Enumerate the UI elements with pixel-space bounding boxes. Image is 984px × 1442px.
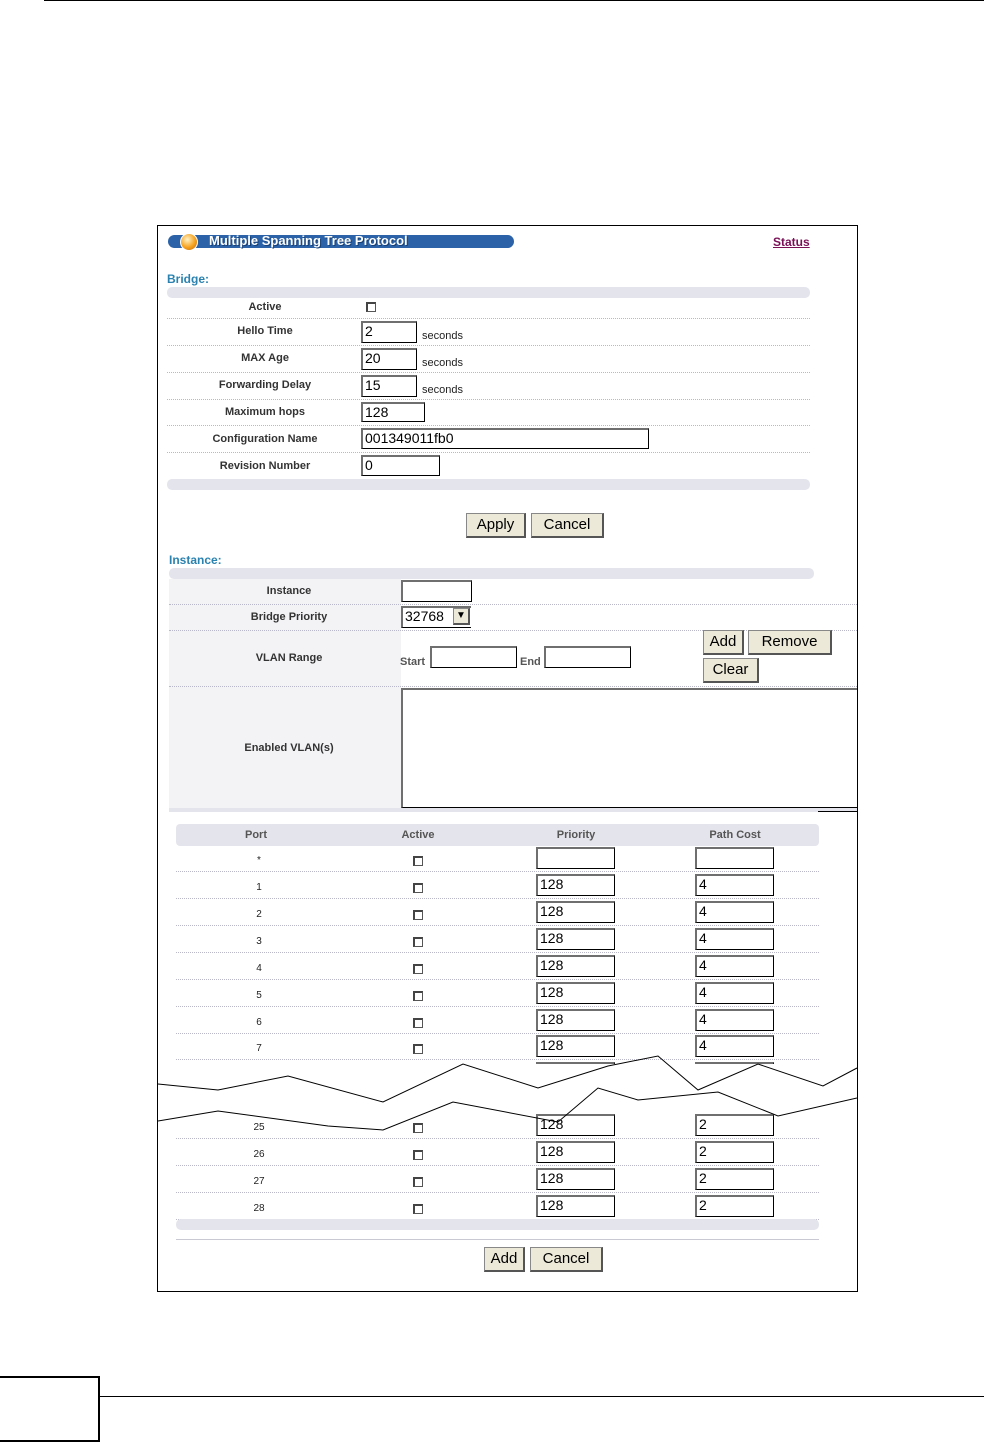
port-path-cost-input[interactable]: 4 — [695, 874, 774, 896]
port-path-cost-input[interactable]: 4 — [695, 901, 774, 923]
row-divider — [167, 425, 810, 426]
row-divider — [176, 898, 819, 899]
port-active-checkbox[interactable] — [413, 964, 423, 974]
row-divider — [176, 1138, 819, 1139]
port-priority-input[interactable]: 128 — [536, 1195, 615, 1217]
port-priority-input[interactable]: 128 — [536, 1035, 615, 1057]
vlan-end-label: End — [520, 656, 541, 668]
screenshot-frame — [157, 225, 858, 1292]
port-path-cost-input[interactable]: 4 — [695, 955, 774, 977]
port-priority-input[interactable]: 128 — [536, 1009, 615, 1031]
priority-header: Priority — [556, 829, 596, 841]
max-age-unit: seconds — [422, 357, 463, 369]
row-divider — [167, 318, 810, 319]
port-number: * — [257, 855, 261, 866]
port-number: 6 — [256, 1017, 262, 1028]
port-priority-input[interactable]: 128 — [536, 1114, 615, 1136]
port-cancel-button[interactable]: Cancel — [530, 1247, 603, 1272]
port-path-cost-input[interactable]: 4 — [695, 1009, 774, 1031]
port-active-checkbox[interactable] — [413, 1018, 423, 1028]
hello-time-label: Hello Time — [237, 325, 293, 337]
max-age-input[interactable]: 20 — [361, 348, 417, 370]
row-divider — [169, 686, 858, 687]
port-path-cost-input[interactable]: 2 — [695, 1195, 774, 1217]
port-active-checkbox[interactable] — [413, 883, 423, 893]
forwarding-delay-unit: seconds — [422, 384, 463, 396]
bridge-priority-select[interactable]: 32768 — [401, 606, 471, 628]
port-active-checkbox[interactable] — [413, 937, 423, 947]
port-priority-input[interactable] — [536, 847, 615, 869]
vlan-remove-button[interactable]: Remove — [748, 630, 832, 655]
port-number: 7 — [256, 1043, 262, 1054]
bridge-active-checkbox[interactable] — [366, 302, 376, 312]
port-add-button[interactable]: Add — [484, 1247, 525, 1272]
row-divider — [176, 1192, 819, 1193]
port-number: 26 — [253, 1149, 265, 1160]
row-divider — [167, 345, 810, 346]
row-divider — [176, 925, 819, 926]
port-active-checkbox[interactable] — [413, 1204, 423, 1214]
row-divider — [167, 372, 810, 373]
row-divider — [169, 604, 858, 605]
port-priority-input[interactable]: 128 — [536, 982, 615, 1004]
forwarding-delay-label: Forwarding Delay — [218, 379, 312, 391]
path-cost-header: Path Cost — [709, 829, 761, 841]
row-divider — [167, 399, 810, 400]
status-link[interactable]: Status — [773, 235, 810, 249]
hello-time-unit: seconds — [422, 330, 463, 342]
port-priority-input[interactable]: 128 — [536, 955, 615, 977]
instance-input[interactable] — [401, 580, 472, 602]
bridge-panel-top-bar — [167, 287, 810, 298]
bridge-panel-bottom-bar — [167, 479, 810, 490]
port-path-cost-input[interactable]: 4 — [695, 982, 774, 1004]
port-path-cost-input[interactable]: 2 — [695, 1141, 774, 1163]
port-number: 28 — [253, 1203, 265, 1214]
port-path-cost-input[interactable] — [695, 847, 774, 869]
port-priority-input[interactable]: 128 — [536, 901, 615, 923]
port-number: 4 — [256, 963, 262, 974]
port-active-checkbox[interactable] — [413, 1177, 423, 1187]
port-priority-input[interactable]: 128 — [536, 1141, 615, 1163]
forwarding-delay-input[interactable]: 15 — [361, 375, 417, 397]
enabled-vlans-label: Enabled VLAN(s) — [244, 742, 334, 754]
page-number-box — [0, 1376, 100, 1442]
port-number: 5 — [256, 990, 262, 1001]
vlan-range-label: VLAN Range — [255, 652, 323, 664]
divider — [176, 1239, 819, 1240]
port-priority-input[interactable]: 128 — [536, 874, 615, 896]
port-number: 2 — [256, 909, 262, 920]
orange-ball-icon — [180, 233, 198, 251]
maximum-hops-label: Maximum hops — [224, 406, 306, 418]
hello-time-input[interactable]: 2 — [361, 321, 417, 343]
revision-number-label: Revision Number — [219, 460, 311, 472]
port-path-cost-input[interactable]: 4 — [695, 1035, 774, 1057]
port-path-cost-input[interactable]: 4 — [695, 928, 774, 950]
revision-number-input[interactable]: 0 — [361, 455, 440, 476]
port-table-bottom-bar — [176, 1219, 819, 1230]
port-active-checkbox[interactable] — [413, 910, 423, 920]
page-top-rule — [44, 0, 984, 1]
instance-section-title: Instance: — [169, 553, 222, 567]
row-divider — [176, 1165, 819, 1166]
port-active-checkbox[interactable] — [413, 1150, 423, 1160]
maximum-hops-input[interactable]: 128 — [361, 402, 425, 422]
apply-button[interactable]: Apply — [466, 513, 526, 538]
vlan-end-input[interactable] — [544, 646, 631, 668]
configuration-name-label: Configuration Name — [212, 433, 318, 445]
row-divider — [176, 1033, 819, 1034]
port-active-checkbox[interactable] — [413, 856, 423, 866]
dropdown-arrow-icon[interactable]: ▼ — [453, 608, 470, 625]
bridge-cancel-button[interactable]: Cancel — [531, 513, 604, 538]
configuration-name-input[interactable]: 001349011fb0 — [361, 428, 649, 449]
port-number: 27 — [253, 1176, 265, 1187]
port-number: 25 — [253, 1122, 265, 1133]
active-label: Active — [248, 301, 282, 313]
table-break-zigzag — [158, 1046, 857, 1136]
row-divider — [176, 871, 819, 872]
vlan-start-label: Start — [400, 656, 426, 668]
instance-label: Instance — [266, 585, 312, 597]
port-number: 3 — [256, 936, 262, 947]
bridge-priority-label: Bridge Priority — [250, 611, 328, 623]
max-age-label: MAX Age — [241, 352, 289, 364]
row-divider — [176, 979, 819, 980]
row-divider — [176, 952, 819, 953]
port-header: Port — [245, 829, 267, 841]
instance-panel-top-bar — [169, 568, 814, 579]
vlan-add-button[interactable]: Add — [703, 630, 744, 655]
port-path-cost-input[interactable]: 2 — [695, 1114, 774, 1136]
frame-edge — [818, 811, 858, 812]
row-divider — [176, 1006, 819, 1007]
page-title: Multiple Spanning Tree Protocol — [209, 233, 408, 248]
instance-panel-bottom-bar — [169, 808, 858, 812]
port-priority-input[interactable]: 128 — [536, 1168, 615, 1190]
vlan-start-input[interactable] — [430, 646, 517, 668]
page-footer-rule — [100, 1396, 984, 1397]
port-priority-input[interactable]: 128 — [536, 928, 615, 950]
port-active-checkbox[interactable] — [413, 991, 423, 1001]
port-path-cost-input[interactable]: 2 — [695, 1168, 774, 1190]
active-header: Active — [401, 829, 435, 841]
vlan-clear-button[interactable]: Clear — [703, 658, 759, 683]
enabled-vlans-list[interactable] — [401, 688, 858, 808]
port-number: 1 — [256, 882, 262, 893]
row-divider — [167, 452, 810, 453]
bridge-section-title: Bridge: — [167, 272, 209, 286]
